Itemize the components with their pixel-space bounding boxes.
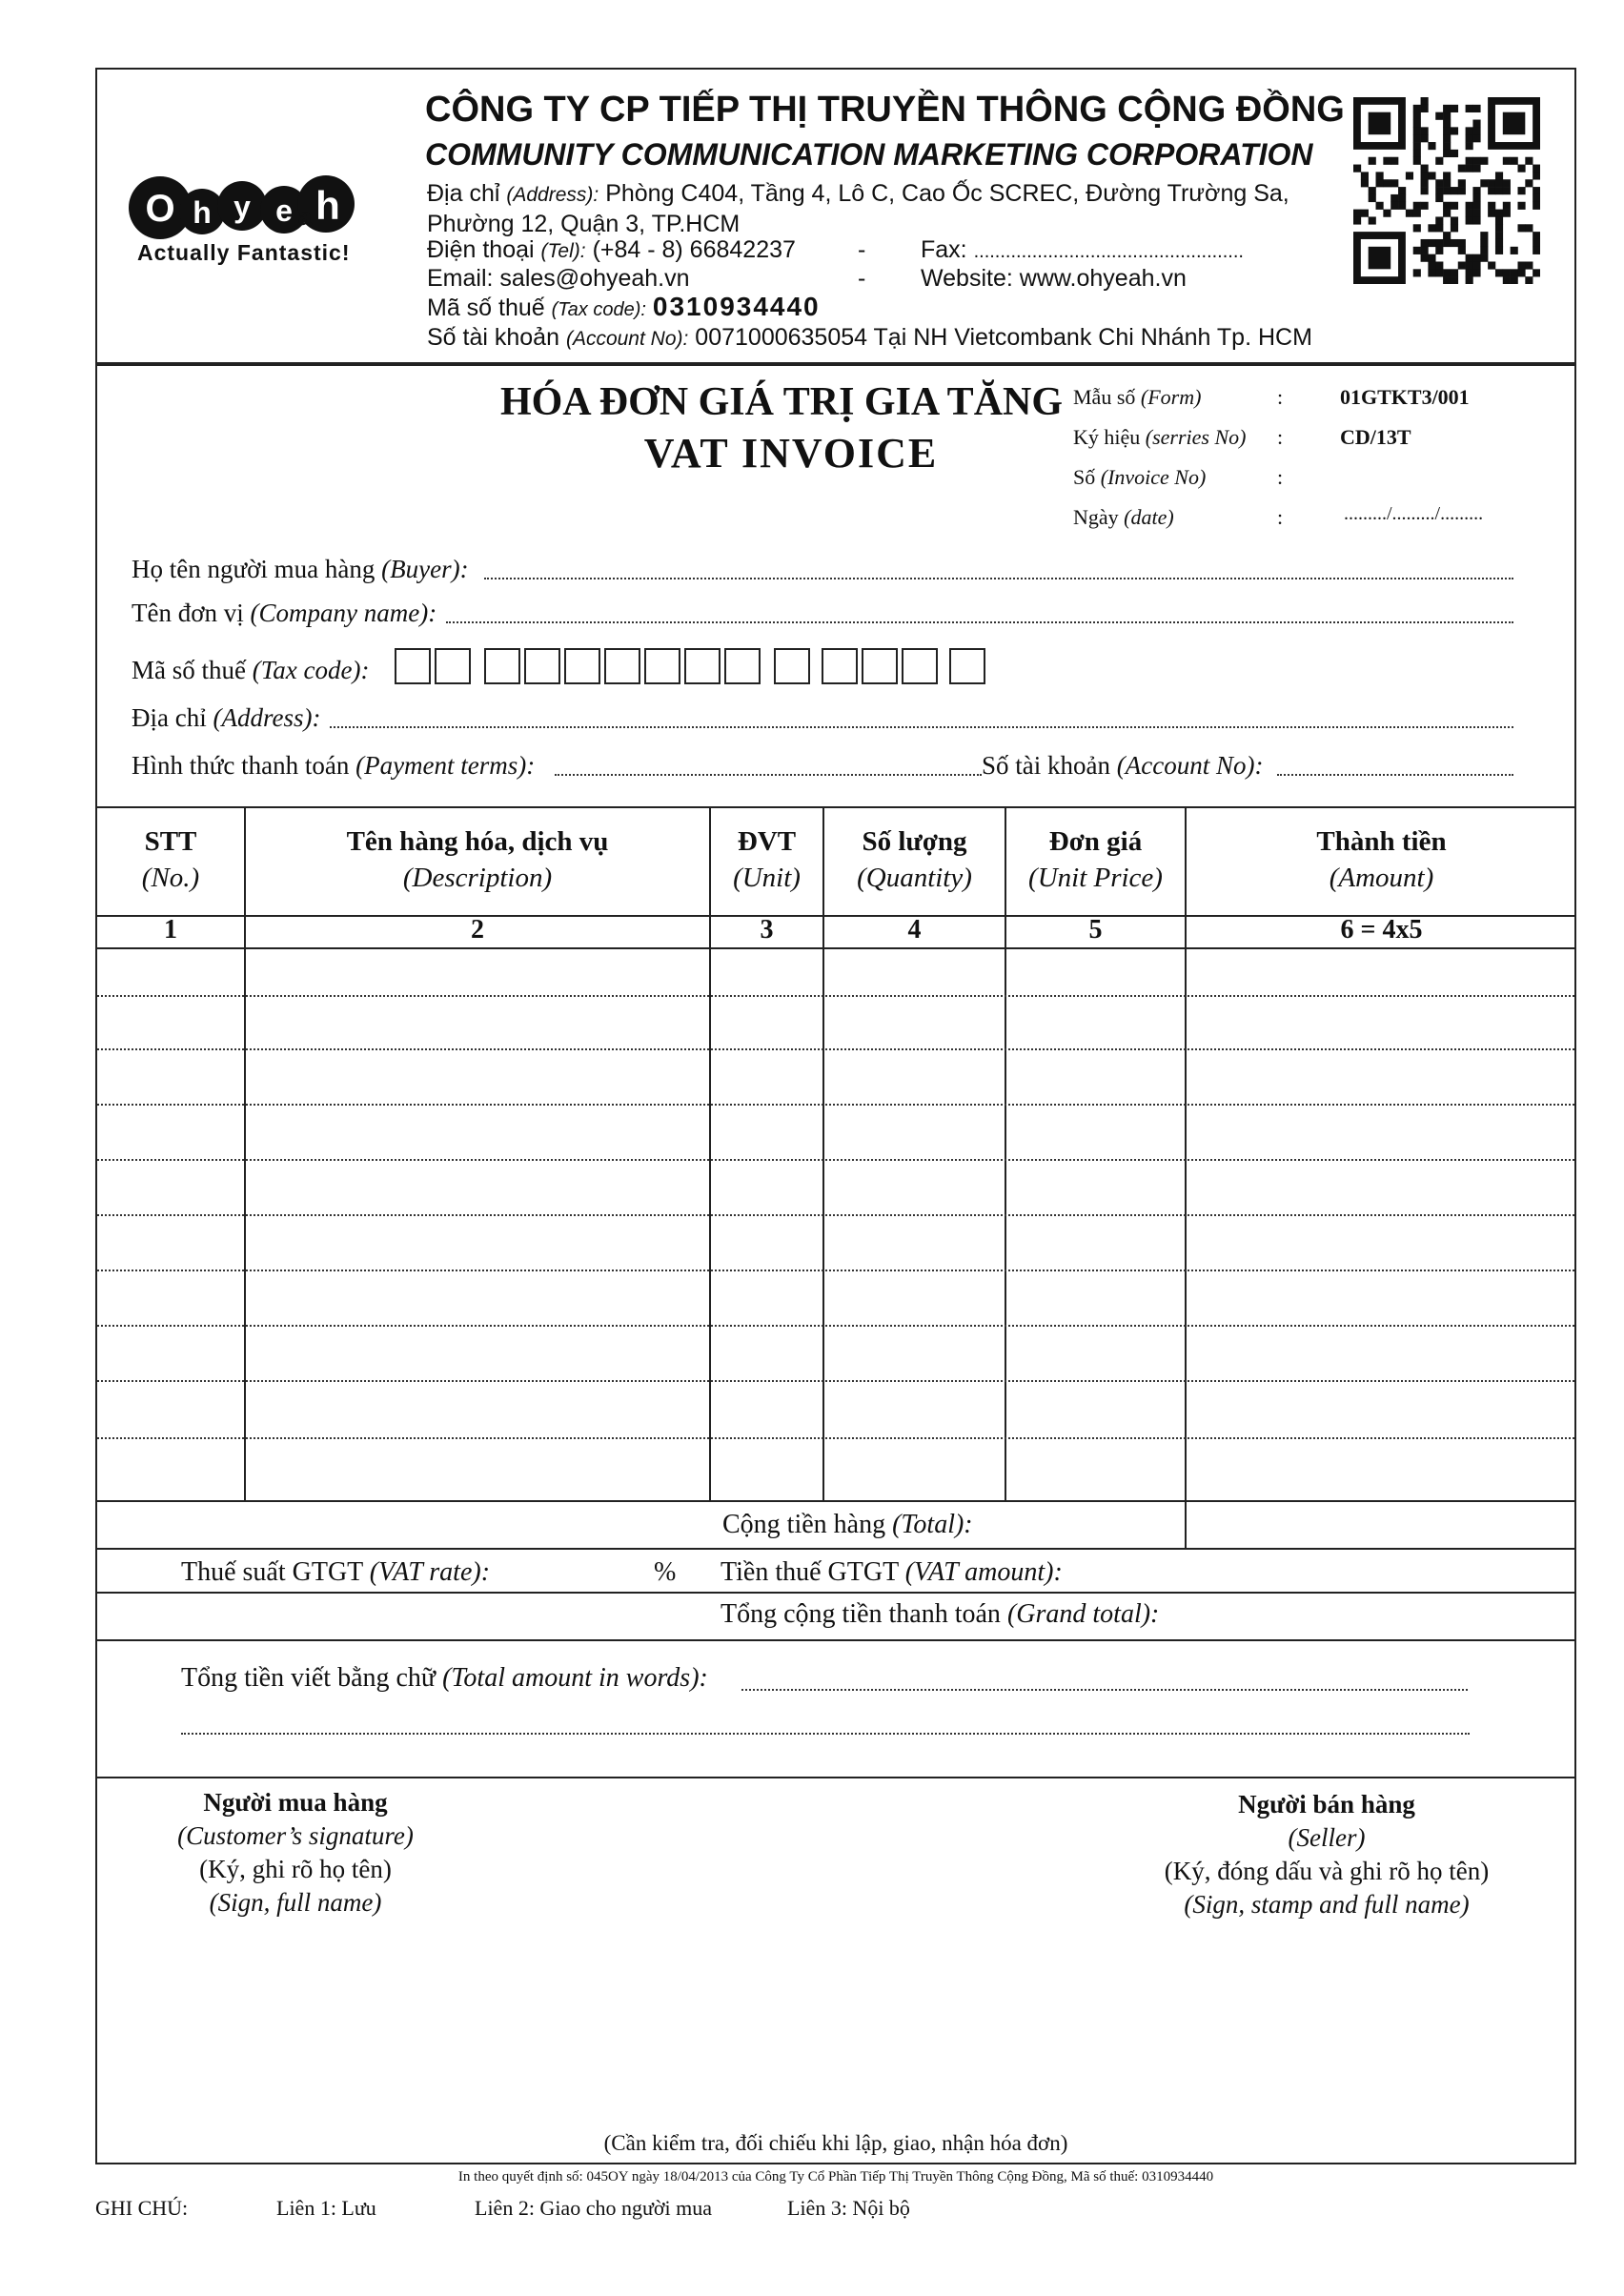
date-label: Ngày <box>1073 505 1119 529</box>
col-divider <box>244 806 246 1500</box>
col-header-stt-vi: STT <box>144 826 197 857</box>
note-label: GHI CHÚ: <box>95 2196 189 2220</box>
company-name-en <box>425 137 1313 173</box>
vat-amount-label <box>721 1557 1063 1588</box>
date-label-en: (date) <box>1124 505 1174 529</box>
col-header-unit-price-en: (Unit Price) <box>1028 863 1163 893</box>
tax-box[interactable] <box>484 648 520 684</box>
invoice-title-vi: HÓA ĐƠN GIÁ TRỊ GIA TĂNG <box>499 380 1064 424</box>
tax-box[interactable] <box>862 648 898 684</box>
seller-signature-title: Người bán hàng <box>1238 1790 1415 1819</box>
col-header-quantity-vi: Số lượng <box>862 826 967 857</box>
buyer-address-field[interactable] <box>132 703 320 733</box>
series-row-label <box>1073 425 1246 450</box>
buyer-address-line[interactable] <box>330 726 1513 728</box>
tax-label: Mã số thuế <box>427 295 545 321</box>
payment-terms-field[interactable] <box>132 751 535 781</box>
vat-rate-label-vi: Thuế suất GTGT <box>181 1557 363 1587</box>
address-value: Phòng C404, Tầng 4, Lô C, Cao Ốc SCREC, Đường Trường Sa, <box>605 180 1289 207</box>
total-label <box>722 1510 973 1540</box>
tax-box[interactable] <box>644 648 680 684</box>
logo-tagline: Actually Fantastic! <box>137 240 351 265</box>
amount-in-words-label <box>181 1663 708 1694</box>
payment-terms-line[interactable] <box>555 774 982 776</box>
col-header-stt <box>97 823 244 896</box>
date-colon: : <box>1277 505 1284 529</box>
buyer-signature-sub-vi: (Ký, ghi rõ họ tên) <box>199 1855 392 1883</box>
col-header-description-en: (Description) <box>402 863 553 893</box>
series-colon: : <box>1277 425 1284 449</box>
tax-box[interactable] <box>564 648 600 684</box>
address-label-en: (Address): <box>506 184 599 206</box>
table-row[interactable] <box>97 995 1574 997</box>
tax-box[interactable] <box>524 648 560 684</box>
tax-label-en: (Tax code): <box>551 299 646 320</box>
vat-amount-label-vi: Tiền thuế GTGT <box>721 1557 899 1587</box>
grand-total-label-en: (Grand total): <box>1006 1599 1160 1629</box>
col-number-1: 1 <box>164 915 177 945</box>
table-row[interactable] <box>97 1380 1574 1382</box>
company-account <box>427 324 1312 352</box>
company-logo <box>124 162 391 276</box>
number-colon: : <box>1277 465 1284 489</box>
tax-box[interactable] <box>949 648 985 684</box>
email-label: Email: <box>427 265 494 292</box>
total-row-bottom <box>95 1548 1576 1550</box>
qr-code-graphic <box>1353 97 1540 284</box>
number-label: Số <box>1073 465 1096 489</box>
col-header-unit-en: (Unit) <box>733 863 801 893</box>
seller-signature-sub-en: (Seller) <box>1288 1823 1366 1852</box>
copy-2-label: Liên 2: Giao cho người mua <box>475 2196 713 2220</box>
buyer-name-line[interactable] <box>484 578 1513 579</box>
svg-text:a: a <box>297 202 313 231</box>
company-name-line[interactable] <box>446 621 1513 623</box>
series-value: CD/13T <box>1340 425 1411 449</box>
buyer-account-field[interactable] <box>982 751 1263 781</box>
tax-box[interactable] <box>604 648 640 684</box>
address-label: Địa chỉ <box>427 180 500 207</box>
buyer-account-label: Số tài khoản <box>982 751 1110 780</box>
vat-amount-label-en: (VAT amount): <box>904 1557 1063 1587</box>
website-label: Website: <box>921 265 1013 292</box>
amount-in-words-label-vi: Tổng tiền viết bằng chữ <box>181 1663 436 1693</box>
form-colon: : <box>1277 385 1284 409</box>
fax-label: Fax: <box>921 236 967 263</box>
amount-in-words-line-1[interactable] <box>741 1689 1468 1691</box>
email-dash: - <box>858 265 866 292</box>
payment-label: Hình thức thanh toán <box>132 751 350 780</box>
col-header-amount <box>1187 823 1576 896</box>
check-note: (Cần kiểm tra, đối chiếu khi lập, giao, nhận hóa đơn) <box>603 2131 1068 2155</box>
words-section-bottom <box>95 1777 1576 1778</box>
vat-rate-label <box>181 1557 490 1588</box>
company-website <box>921 265 1187 293</box>
company-fax <box>921 236 1244 264</box>
form-value: 01GTKT3/001 <box>1340 385 1470 409</box>
tax-box[interactable] <box>435 648 471 684</box>
svg-text:h: h <box>315 183 340 228</box>
tax-box[interactable] <box>774 648 810 684</box>
tax-box[interactable] <box>724 648 761 684</box>
vat-percent: % <box>654 1557 677 1587</box>
amount-in-words-label-en: (Total amount in words): <box>442 1663 708 1693</box>
buyer-tax-field <box>132 656 369 685</box>
col-header-unit <box>711 823 822 896</box>
total-label-en: (Total): <box>892 1510 973 1539</box>
buyer-signature-title: Người mua hàng <box>203 1788 388 1817</box>
table-row[interactable] <box>97 1325 1574 1327</box>
grand-total-label-vi: Tổng cộng tiền thanh toán <box>721 1599 1001 1629</box>
tax-box[interactable] <box>395 648 431 684</box>
company-email <box>427 265 690 293</box>
buyer-name-label-en: (Buyer): <box>381 555 469 583</box>
company-address <box>427 179 1332 238</box>
date-row-label <box>1073 505 1174 530</box>
total-label-vi: Cộng tiền hàng <box>722 1510 886 1539</box>
company-tel <box>427 236 796 264</box>
buyer-name-field[interactable] <box>132 555 469 584</box>
website-value: www.ohyeah.vn <box>1019 265 1187 292</box>
invoice-meta <box>1073 385 1569 538</box>
vat-row-bottom <box>95 1592 1576 1594</box>
table-top-border <box>95 806 1576 808</box>
col-number-3: 3 <box>760 915 774 945</box>
tel-label-en: (Tel): <box>540 240 586 262</box>
number-label-en: (Invoice No) <box>1100 465 1207 489</box>
col-header-quantity <box>824 823 1005 896</box>
table-row[interactable] <box>97 1048 1574 1050</box>
col-number-2: 2 <box>471 915 484 945</box>
account-label: Số tài khoản <box>427 324 559 351</box>
table-row[interactable] <box>97 1104 1574 1106</box>
table-row[interactable] <box>97 1270 1574 1271</box>
col-header-stt-en: (No.) <box>141 863 200 893</box>
col-header-quantity-en: (Quantity) <box>857 863 972 893</box>
col-header-description-vi: Tên hàng hóa, dịch vụ <box>346 826 609 857</box>
col-number-4: 4 <box>907 915 922 945</box>
svg-text:O: O <box>145 188 175 230</box>
form-label: Mẫu số <box>1073 385 1136 409</box>
col-header-unit-price-vi: Đơn giá <box>1048 826 1143 857</box>
copy-3-label: Liên 3: Nội bộ <box>787 2196 910 2220</box>
table-row[interactable] <box>97 1159 1574 1161</box>
copy-1-label: Liên 1: Lưu <box>276 2196 376 2220</box>
tax-box[interactable] <box>684 648 721 684</box>
tax-box[interactable] <box>902 648 938 684</box>
col-divider <box>709 806 711 1500</box>
date-value: ........./........./......... <box>1344 503 1484 524</box>
table-number-row-bottom <box>95 947 1576 949</box>
form-row-label <box>1073 385 1201 410</box>
series-label: Ký hiệu <box>1073 425 1141 449</box>
col-header-unit-price <box>1006 823 1185 896</box>
grand-row-bottom <box>95 1639 1576 1641</box>
col-divider <box>822 806 824 1500</box>
company-name-field[interactable] <box>132 599 436 628</box>
col-header-unit-vi: ĐVT <box>737 826 797 857</box>
buyer-tax-label: Mã số thuế <box>132 656 246 684</box>
buyer-account-line[interactable] <box>1277 774 1513 776</box>
col-number-6: 6 = 4x5 <box>1340 915 1423 945</box>
table-row[interactable] <box>97 1437 1574 1439</box>
grand-total-label <box>721 1599 1159 1630</box>
form-label-en: (Form) <box>1140 385 1202 409</box>
col-header-amount-vi: Thành tiền <box>1316 826 1447 857</box>
payment-label-en: (Payment terms): <box>355 751 536 780</box>
table-row[interactable] <box>97 1214 1574 1216</box>
header-divider <box>95 362 1576 366</box>
account-label-en: (Account No): <box>565 328 689 350</box>
company-name-en-text: COMMUNITY COMMUNICATION MARKETING CORPORATION <box>425 137 1313 172</box>
tel-label: Điện thoại <box>427 236 535 263</box>
col-divider <box>1005 806 1006 1500</box>
buyer-address-label: Địa chỉ <box>132 703 207 732</box>
number-row-label <box>1073 465 1206 490</box>
buyer-account-label-en: (Account No): <box>1116 751 1264 780</box>
tel-value: (+84 - 8) 66842237 <box>592 236 796 263</box>
buyer-signature-block <box>143 1786 448 1920</box>
email-value: sales@ohyeah.vn <box>499 265 690 292</box>
tax-value: 0310934440 <box>652 292 821 321</box>
series-label-en: (serries No) <box>1145 425 1247 449</box>
vat-rate-label-en: (VAT rate): <box>369 1557 491 1587</box>
buyer-company-label: Tên đơn vị <box>132 599 244 627</box>
seller-signature-sub-vi: (Ký, đóng dấu và ghi rõ họ tên) <box>1164 1857 1490 1885</box>
svg-text:e: e <box>275 193 293 228</box>
col-number-5: 5 <box>1088 915 1103 945</box>
fax-value: ................................................... <box>973 241 1244 262</box>
svg-text:h: h <box>193 195 212 230</box>
buyer-signature-sub-en: (Customer’s signature) <box>177 1821 414 1850</box>
account-value: 0071000635054 Tại NH Vietcombank Chi Nhánh Tp. HCM <box>695 324 1312 351</box>
buyer-company-label-en: (Company name): <box>250 599 437 627</box>
buyer-signature-sub-en2: (Sign, full name) <box>209 1888 382 1917</box>
buyer-tax-label-en: (Tax code): <box>252 656 370 684</box>
qr-code <box>1353 97 1540 284</box>
col-header-amount-en: (Amount) <box>1329 863 1434 893</box>
seller-signature-sub-en2: (Sign, stamp and full name) <box>1184 1890 1470 1919</box>
seller-signature-block <box>1127 1788 1527 1921</box>
company-name-vi: CÔNG TY CP TIẾP THỊ TRUYỀN THÔNG CỘNG ĐỒNG <box>425 90 1345 130</box>
amount-in-words-line-2[interactable] <box>181 1733 1470 1735</box>
tax-code-boxes[interactable] <box>395 648 995 690</box>
tel-dash: - <box>858 236 866 263</box>
invoice-title-en: VAT INVOICE <box>643 430 939 477</box>
buyer-name-label: Họ tên người mua hàng <box>132 555 376 583</box>
col-header-description <box>246 823 709 896</box>
buyer-address-label-en: (Address): <box>213 703 321 732</box>
print-note: In theo quyết định số: 045OY ngày 18/04/2013 của Công Ty Cổ Phần Tiếp Thị Truyền Thông Cộng Đồng, Mã số thuế: 0310934440 <box>457 2169 1214 2184</box>
svg-text:y: y <box>233 190 251 224</box>
address-value-2: Phường 12, Quận 3, TP.HCM <box>427 211 741 237</box>
company-tax <box>427 292 821 322</box>
table-body-bottom <box>95 1500 1576 1502</box>
tax-box[interactable] <box>822 648 858 684</box>
